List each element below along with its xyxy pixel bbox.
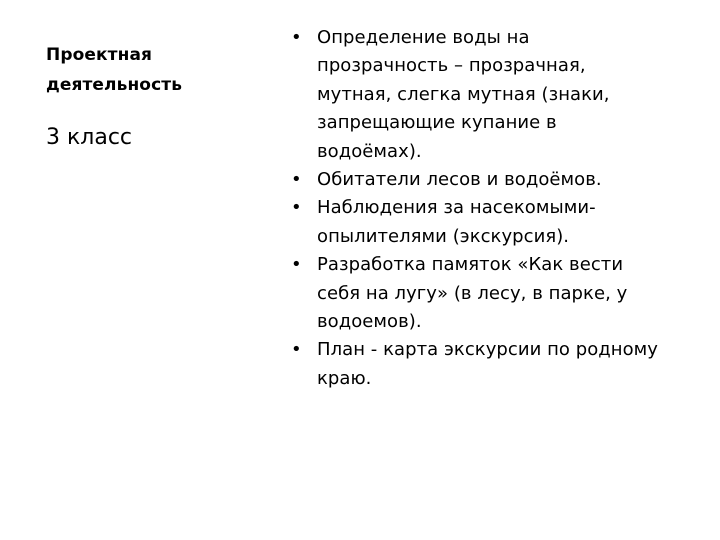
bullet-list (290, 24, 700, 393)
bullet-text-line: опылителями (экскурсия). (317, 225, 570, 247)
bullet-dot-icon: • (291, 169, 302, 191)
bullet-item (290, 166, 700, 194)
bullet-item (290, 194, 700, 251)
bullet-text-line: План - карта экскурсии по родному (317, 339, 659, 361)
bullet-text-line: запрещающие купание в (317, 112, 557, 134)
bullet-text-line: водоемов). (317, 311, 422, 333)
bullet-dot-icon: • (291, 27, 302, 48)
slide-title-line: Проектная (46, 45, 153, 65)
bullet-dot-icon: • (291, 339, 302, 361)
bullet-item (290, 251, 700, 336)
bullet-text-line: водоёмах). (317, 140, 422, 162)
bullet-item (290, 24, 700, 166)
title-pane (46, 40, 246, 152)
bullet-dot-icon: • (291, 254, 302, 276)
slide-title-line: деятельность (46, 75, 183, 95)
bullet-text-line: Обитатели лесов и водоёмов. (317, 169, 602, 191)
content-pane (290, 24, 700, 393)
bullet-text-line: Разработка памяток «Как вести (317, 254, 624, 276)
slide-subtitle: 3 класс (46, 125, 133, 150)
bullet-dot-icon: • (291, 197, 302, 219)
slide-title (46, 40, 246, 100)
bullet-item (290, 336, 700, 393)
bullet-text-line: прозрачность – прозрачная, (317, 55, 586, 77)
bullet-text-line: себя на лугу» (в лесу, в парке, у (317, 282, 628, 304)
bullet-text-line: Наблюдения за насекомыми- (317, 197, 596, 219)
bullet-text-line: мутная, слегка мутная (знаки, (317, 83, 610, 105)
bullet-text-line: Определение воды на (317, 27, 530, 48)
bullet-text-line: краю. (317, 367, 372, 389)
